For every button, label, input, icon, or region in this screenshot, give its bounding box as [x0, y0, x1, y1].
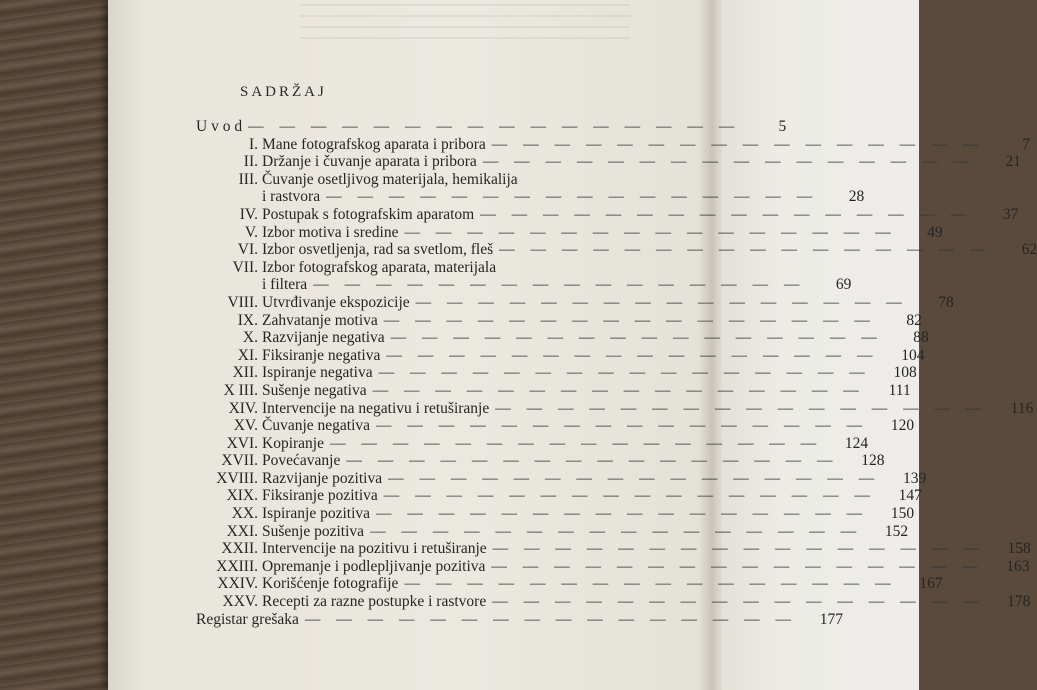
toc-entry	[196, 434, 869, 453]
leader-spacer	[496, 259, 636, 277]
chapter-title: Recepti za razne postupke i rastvore	[262, 593, 487, 611]
dot-leader: — — — — — — — — — — — — — — — —	[386, 346, 879, 364]
page-number: 111	[888, 381, 911, 399]
chapter-number: XII.	[232, 364, 258, 382]
chapter-title: Sušenje negativa	[262, 381, 367, 399]
toc-entry	[196, 417, 915, 435]
dot-leader: — — — — — — — — — — — — — — — —	[329, 434, 823, 452]
page-number: 104	[901, 346, 925, 364]
dot-leader: — — — — — — — — — — — — — — — —	[491, 557, 984, 575]
chapter-number: VI.	[237, 241, 258, 259]
chapter-number: XI.	[237, 346, 258, 364]
chapter-title: Zahvatanje motiva	[262, 311, 378, 329]
toc-entry	[196, 241, 1037, 259]
chapter-number: XXIV.	[217, 575, 258, 593]
indent	[196, 276, 258, 294]
dot-leader: — — — — — — — — — — — — — — — —	[383, 487, 876, 505]
page-number: 69	[835, 276, 852, 294]
chapter-number: XXIII.	[216, 557, 258, 575]
dot-leader: — — — — — — — — — — — — — — — —	[491, 135, 984, 153]
chapter-number: XX.	[231, 505, 258, 523]
chapter-number: IX.	[237, 311, 258, 329]
dot-leader: — — — — — — — — — — — — — — — —	[383, 311, 876, 329]
chapter-title: Registar grešaka	[196, 610, 299, 628]
dot-leader: — — — — — — — — — — — — — — — —	[495, 399, 988, 417]
page-number: 152	[884, 522, 909, 540]
chapter-title: Korišćenje fotografije	[262, 575, 399, 593]
chapter-title: Kopiranje	[262, 434, 324, 452]
chapter-title: Intervencije na pozitivu i retuširanje	[262, 540, 487, 558]
page-number: 167	[919, 575, 943, 593]
toc-entry	[196, 205, 1019, 224]
table-of-contents	[196, 118, 1037, 628]
toc-entry-continued	[196, 188, 865, 206]
chapter-title: Izbor fotografskog aparata, materijala	[262, 258, 497, 276]
toc-entry	[196, 399, 1034, 418]
dot-leader: — — — — — — — — — — — — — — — —	[404, 223, 897, 241]
page-number: 82	[906, 311, 922, 329]
page-number: 178	[1007, 593, 1031, 611]
toc-entry	[196, 469, 927, 488]
chapter-number: III.	[238, 170, 258, 188]
dot-leader: — — — — — — — — — — — — — — — —	[346, 452, 839, 470]
toc-entry	[196, 381, 911, 400]
page-number: 78	[938, 293, 954, 311]
chapter-title-continued: i rastvora	[262, 188, 321, 206]
chapter-title: Ispiranje pozitiva	[262, 505, 371, 523]
page-number: 21	[1005, 153, 1021, 171]
dot-leader: — — — — — — — — — — — — — — — —	[480, 205, 973, 223]
chapter-number: X.	[242, 329, 258, 347]
dot-leader: — — — — — — — — — — — — — — — —	[404, 575, 897, 593]
page-number: 108	[893, 364, 917, 382]
page-number: 124	[844, 434, 869, 452]
dot-leader: — — — — — — — — — — — — — — — —	[415, 293, 908, 311]
chapter-title: U v o d	[196, 118, 243, 135]
indent	[196, 188, 258, 206]
chapter-number: VII.	[232, 258, 258, 276]
toc-entry	[196, 452, 885, 470]
toc-entry	[196, 593, 1031, 611]
toc-entry	[196, 575, 943, 593]
dot-leader: — — — — — — — — — — — — — — — —	[482, 153, 975, 171]
toc-entry	[196, 153, 1021, 171]
dot-leader: — — — — — — — — — — — — — — — —	[378, 364, 871, 382]
toc-entry	[196, 346, 925, 365]
chapter-number: X III.	[223, 381, 258, 399]
leader-spacer	[518, 171, 636, 189]
chapter-title: Razvijanje pozitiva	[262, 469, 383, 487]
dot-leader: — — — — — — — — — — — — — — — —	[376, 417, 869, 435]
page-number: 120	[890, 417, 915, 435]
dot-leader: — — — — — — — — — — — — — — — —	[313, 276, 806, 294]
chapter-title: Izbor motiva i sredine	[262, 223, 399, 241]
chapter-title: Intervencije na negativu i retuširanje	[262, 399, 490, 417]
chapter-number: XIX.	[226, 487, 258, 505]
page-number: 49	[927, 223, 943, 241]
page-number: 7	[1022, 135, 1030, 153]
toc-entry	[196, 505, 915, 523]
chapter-number: XXI.	[226, 522, 258, 540]
page-number: 88	[913, 329, 929, 347]
dot-leader: — — — — — — — — — — — — — — — —	[376, 505, 869, 523]
toc-entry	[196, 364, 917, 382]
chapter-title: Držanje i čuvanje aparata i pribora	[262, 153, 477, 171]
chapter-title: Ispiranje negativa	[262, 364, 373, 382]
dot-leader: — — — — — — — — — — — — — — — —	[492, 593, 985, 611]
chapter-number: V.	[244, 223, 258, 241]
page-number: 128	[861, 452, 885, 470]
dot-leader: — — — — — — — — — — — — — — — —	[390, 329, 883, 347]
chapter-title: Mane fotografskog aparata i pribora	[262, 135, 486, 153]
chapter-number: IV.	[239, 205, 258, 223]
chapter-number: I.	[248, 135, 258, 153]
page-number: 163	[1006, 557, 1030, 575]
chapter-title: Postupak s fotografskim aparatom	[262, 205, 475, 223]
chapter-title: Fiksiranje negativa	[262, 346, 381, 364]
page-number: 139	[902, 469, 927, 487]
bleed-through-text	[300, 4, 630, 40]
dot-leader: — — — — — — — — — — — — — — — —	[304, 610, 797, 628]
chapter-number: XVII.	[221, 452, 258, 470]
toc-entry-continued	[196, 276, 852, 294]
chapter-number: XIV.	[228, 399, 258, 417]
toc-entry	[196, 135, 1030, 154]
dot-leader: — — — — — — — — — — — — — — — —	[499, 241, 992, 259]
chapter-number: XV.	[233, 417, 258, 435]
chapter-title: Fiksiranje pozitiva	[262, 487, 378, 505]
toc-entry	[196, 540, 1031, 558]
chapter-title: Povećavanje	[262, 452, 341, 470]
page-title: SADRŽAJ	[240, 84, 327, 100]
toc-entry	[196, 293, 954, 312]
dot-leader: — — — — — — — — — — — — — — — —	[492, 540, 985, 558]
page-number: 37	[1002, 205, 1019, 223]
chapter-number: XXV.	[222, 593, 258, 611]
page-number: 28	[848, 188, 865, 206]
chapter-title: Opremanje i podlepljivanje pozitiva	[262, 557, 486, 575]
toc-entry	[196, 171, 636, 189]
page-number: 116	[1010, 399, 1034, 417]
dot-leader: — — — — — — — — — — — — — — — —	[326, 188, 819, 206]
toc-entry	[196, 487, 922, 505]
toc-entry	[196, 118, 787, 136]
chapter-title: Razvijanje negativa	[262, 329, 385, 347]
chapter-title: Utvrđivanje ekspozicije	[262, 293, 410, 311]
toc-entry	[196, 522, 909, 541]
dot-leader: — — — — — — — — — — — — — — — —	[372, 381, 865, 399]
page-number: 5	[778, 118, 787, 135]
page-number: 177	[819, 610, 843, 628]
toc-entry	[196, 329, 929, 347]
chapter-title-continued: i filtera	[262, 276, 308, 294]
chapter-number: XVIII.	[216, 469, 258, 487]
dot-leader: — — — — — — — — — — — — — — — —	[388, 469, 881, 487]
toc-entry	[196, 259, 636, 277]
toc-entry	[196, 223, 943, 242]
chapter-title: Sušenje pozitiva	[262, 522, 365, 540]
wooden-table	[0, 0, 120, 690]
chapter-title: Čuvanje negativa	[262, 417, 371, 435]
chapter-number: II.	[243, 153, 258, 171]
page-number: 147	[898, 487, 922, 505]
toc-entry	[196, 311, 922, 330]
page-number: 158	[1007, 540, 1031, 558]
chapter-number: XVI.	[226, 434, 258, 452]
chapter-title: Čuvanje osetljivog materijala, hemikalija	[262, 170, 518, 188]
chapter-number: XXII.	[221, 540, 258, 558]
dot-leader: — — — — — — — — — — — — — — — —	[370, 522, 863, 540]
page-number: 150	[890, 505, 915, 523]
page-number: 62	[1021, 241, 1037, 259]
chapter-number: VIII.	[227, 293, 258, 311]
chapter-title: Izbor osvetljenja, rad sa svetlom, fleš	[262, 241, 494, 259]
toc-entry	[196, 610, 843, 629]
dot-leader: — — — — — — — — — — — — — — — —	[248, 118, 741, 135]
toc-entry	[196, 557, 1030, 576]
